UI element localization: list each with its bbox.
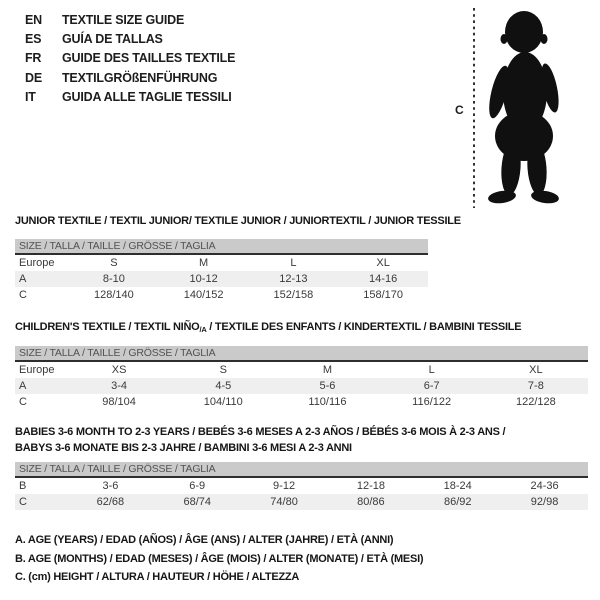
row-label-cell: Europe — [19, 364, 55, 376]
language-row — [25, 11, 235, 30]
value-cell: M — [322, 364, 333, 376]
value-cell: XL — [529, 364, 543, 376]
children-title-text: CHILDREN'S TEXTILE / TEXTIL NIÑO — [15, 321, 200, 333]
table-row — [15, 494, 588, 510]
value-cell: 140/152 — [183, 289, 224, 301]
language-code: EN — [25, 13, 42, 27]
size-header-bar: SIZE / TALLA / TAILLE / GRÖSSE / TAGLIA — [15, 346, 588, 362]
value-cell: 3-6 — [102, 480, 119, 492]
value-cell: 98/104 — [102, 396, 136, 408]
value-cell: 7-8 — [484, 378, 588, 394]
babies-title-line1: BABIES 3-6 MONTH TO 2-3 YEARS / BEBÉS 3-6 MESES A 2-3 AÑOS / BÉBÉS 3-6 MOIS À 2-3 ANS / — [15, 426, 506, 438]
value-cell: M — [199, 257, 209, 269]
junior-size-table — [15, 239, 428, 303]
language-code: FR — [25, 51, 42, 66]
babies-title-line2: BABYS 3-6 MONATE BIS 2-3 JAHRE / BAMBINI 3-6 MESI A 2-3 ANNI — [15, 442, 352, 454]
baby-silhouette-icon — [482, 7, 570, 205]
row-label-cell: A — [15, 271, 69, 287]
height-measure-label: C — [455, 103, 464, 117]
row-label-cell: C — [15, 494, 67, 510]
value-cell: 18-24 — [443, 480, 472, 492]
babies-table — [15, 478, 588, 510]
table-row — [15, 478, 588, 494]
value-cell: 116/122 — [412, 396, 452, 408]
language-row — [25, 49, 235, 68]
children-title-subscript: /A — [199, 325, 207, 334]
table-row — [15, 271, 428, 287]
note-height-cm: C. (cm) HEIGHT / ALTURA / HAUTEUR / HÖHE / ALTEZZA — [15, 571, 300, 584]
value-cell: L — [290, 257, 297, 269]
language-title: GUIDA ALLE TAGLIE TESSILI — [62, 89, 232, 104]
table-row — [15, 362, 588, 378]
value-cell: 10-12 — [159, 271, 249, 287]
value-cell: 80/86 — [327, 494, 414, 510]
value-cell: XL — [376, 257, 390, 269]
language-row — [25, 69, 235, 88]
row-label-cell: A — [15, 378, 67, 394]
value-cell: 24-36 — [530, 480, 559, 492]
table-row — [15, 378, 588, 394]
note-age-months: B. AGE (MONTHS) / EDAD (MESES) / ÂGE (MOIS) / ALTER (MONATE) / ETÀ (MESI) — [15, 552, 424, 565]
note-age-years: A. AGE (YEARS) / EDAD (AÑOS) / ÂGE (ANS) / ALTER (JAHRE) / ETÀ (ANNI) — [15, 534, 394, 546]
value-cell: S — [219, 364, 227, 376]
value-cell: XS — [111, 364, 127, 376]
value-cell: 14-16 — [338, 271, 428, 287]
value-cell: 12-18 — [356, 480, 385, 492]
language-title-list — [25, 11, 235, 107]
value-cell: 3-4 — [67, 378, 171, 394]
junior-section-title: JUNIOR TEXTILE / TEXTIL JUNIOR/ TEXTILE JUNIOR / JUNIORTEXTIL / JUNIOR TESSILE — [15, 215, 461, 227]
value-cell: 6-7 — [380, 378, 484, 394]
babies-size-table — [15, 462, 588, 510]
size-header-bar: SIZE / TALLA / TAILLE / GRÖSSE / TAGLIA — [15, 239, 428, 255]
language-title: TEXTILE SIZE GUIDE — [62, 13, 185, 27]
value-cell: 4-5 — [171, 378, 275, 394]
table-row — [15, 394, 588, 410]
table-row — [15, 287, 428, 303]
language-row — [25, 30, 235, 49]
value-cell: 158/170 — [363, 289, 403, 301]
children-table — [15, 362, 588, 410]
value-cell: L — [428, 364, 435, 376]
height-dashed-line — [471, 8, 477, 208]
babies-section-title — [15, 424, 505, 456]
language-title: TEXTILGRÖßENFÜHRUNG — [62, 70, 218, 85]
value-cell: 122/128 — [515, 396, 556, 408]
legend-notes — [15, 531, 423, 587]
value-cell: 8-10 — [69, 271, 159, 287]
value-cell: 9-12 — [273, 480, 296, 492]
size-header-bar: SIZE / TALLA / TAILLE / GRÖSSE / TAGLIA — [15, 462, 588, 478]
language-row — [25, 88, 235, 107]
language-title: GUÍA DE TALLAS — [62, 32, 163, 47]
row-label-cell: C — [19, 396, 27, 408]
value-cell: 68/74 — [154, 494, 241, 510]
row-label-cell: Europe — [19, 257, 55, 269]
children-title-text: / TEXTILE DES ENFANTS / KINDERTEXTIL / BAMBINI TESSILE — [206, 321, 522, 333]
value-cell: 12-13 — [249, 271, 339, 287]
language-title: GUIDE DES TAILLES TEXTILE — [62, 51, 236, 66]
children-section-title — [15, 321, 521, 334]
row-label-cell: B — [19, 480, 27, 492]
value-cell: 152/158 — [273, 289, 314, 301]
value-cell: 74/80 — [241, 494, 328, 510]
row-label-cell: C — [19, 289, 27, 301]
language-code: IT — [25, 89, 36, 104]
value-cell: 104/110 — [203, 396, 243, 408]
junior-table — [15, 255, 428, 303]
language-code: DE — [25, 70, 42, 85]
children-size-table — [15, 346, 588, 410]
value-cell: 62/68 — [67, 494, 154, 510]
language-code: ES — [25, 32, 42, 47]
value-cell: 6-9 — [189, 480, 206, 492]
value-cell: 128/140 — [93, 289, 134, 301]
value-cell: 5-6 — [275, 378, 379, 394]
table-row — [15, 255, 428, 271]
value-cell: S — [110, 257, 118, 269]
value-cell: 86/92 — [414, 494, 501, 510]
value-cell: 92/98 — [501, 494, 588, 510]
value-cell: 110/116 — [308, 396, 347, 408]
